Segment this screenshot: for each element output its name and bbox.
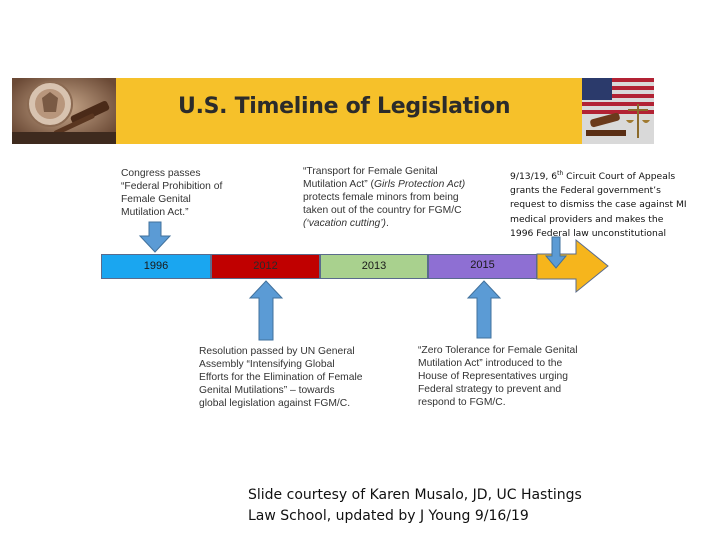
event-un-resolution-2012 <box>199 345 399 410</box>
event-line <box>303 178 503 191</box>
event-text: Circuit Court of Appeals <box>563 171 676 183</box>
slide-title: U.S. Timeline of Legislation <box>178 94 511 119</box>
event-line: respond to FGM/C. <box>418 397 506 408</box>
event-line: Federal strategy to prevent and <box>418 384 562 395</box>
pointer-arrow-2015 <box>468 281 500 338</box>
event-line: grants the Federal government’s <box>510 185 661 197</box>
event-line: Congress passes <box>121 168 201 179</box>
event-text-sup: th <box>557 170 564 177</box>
event-zero-tolerance-2015 <box>418 344 618 409</box>
event-congress-1996 <box>121 167 271 219</box>
slide-credit <box>248 485 668 527</box>
event-text: Mutilation Act” ( <box>303 179 374 190</box>
event-line: Resolution passed by UN General <box>199 346 355 357</box>
event-line: taken out of the country for FGM/C <box>303 205 462 216</box>
timeline-segment-1996: 1996 <box>101 254 211 279</box>
credit-line: Slide courtesy of Karen Musalo, JD, UC Hastings <box>248 487 582 503</box>
event-line: protects female minors from being <box>303 192 459 203</box>
event-text: 9/13/19, 6 <box>510 171 558 183</box>
event-line <box>303 217 503 230</box>
pointer-arrow-2012 <box>250 281 282 340</box>
timeline-segment-2015: 2015 <box>428 254 537 279</box>
timeline-segment-2012: 2012 <box>211 254 320 279</box>
event-line: Mutilation Act” introduced to the <box>418 358 563 369</box>
timeline-final-arrow <box>537 240 608 292</box>
event-line: Mutilation Act.” <box>121 207 189 218</box>
event-text: . <box>385 218 389 229</box>
pointer-arrow-1996 <box>140 222 170 252</box>
event-text-italic: Girls Protection Act) <box>373 179 466 190</box>
event-line <box>510 167 710 184</box>
event-line: Genital Mutilations” – towards <box>199 385 335 396</box>
event-line: House of Representatives urging <box>418 371 568 382</box>
event-line: medical providers and makes the <box>510 213 664 225</box>
event-line: “Zero Tolerance for Female Genital <box>418 345 578 356</box>
event-line: Efforts for the Elimination of Female <box>199 372 363 383</box>
credit-line: Law School, updated by J Young 9/16/19 <box>248 508 529 524</box>
event-text-italic: (‘vacation cutting’) <box>303 218 386 229</box>
event-line: request to dismiss the case against MI <box>510 199 687 211</box>
event-court-ruling-2019 <box>510 167 710 241</box>
event-line: Assembly “Intensifying Global <box>199 359 335 370</box>
event-line: “Transport for Female Genital <box>303 166 438 177</box>
event-line: “Federal Prohibition of <box>121 181 223 192</box>
event-line: global legislation against FGM/C. <box>199 398 351 409</box>
event-line: Female Genital <box>121 194 191 205</box>
timeline-segment-2013: 2013 <box>320 254 428 279</box>
event-line: 1996 Federal law unconstitutional <box>510 227 667 239</box>
event-transport-2013 <box>303 165 503 230</box>
